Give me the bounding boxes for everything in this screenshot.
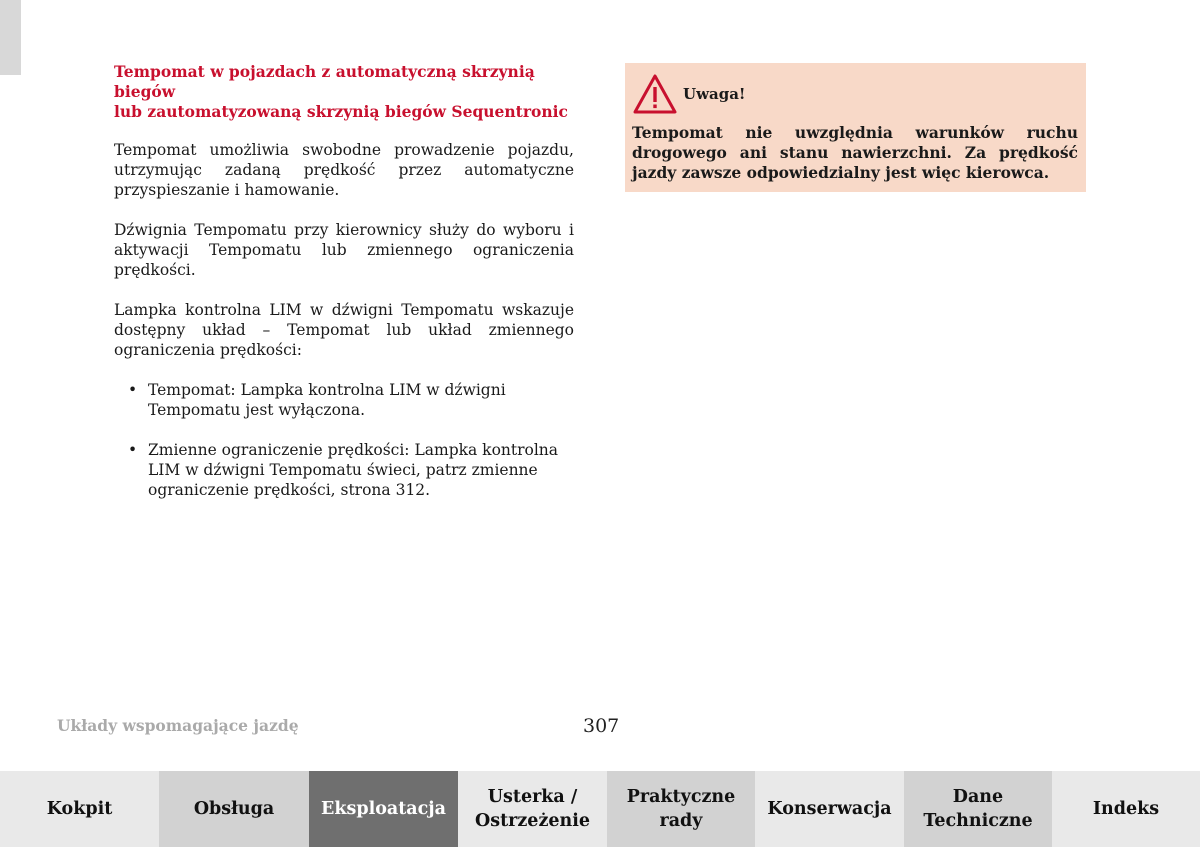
bullet-text: Zmienne ograniczenie prędkości: Lampka kontrolna LIM w dźwigni Tempomatu świeci, patrz zmienne ograniczenie prędkości, strona 312.	[148, 441, 559, 499]
warning-text: Tempomat nie uwzględnia warunków ruchu drogowego ani stanu nawierzchni. Za prędkość jazdy zawsze odpowiedzialny jest więc kierowca.	[632, 123, 1078, 182]
nav-tab-praktyczne-rady[interactable]: Praktyczne rady	[607, 771, 755, 847]
main-text-column	[114, 62, 574, 520]
bullet-text: Tempomat: Lampka kontrolna LIM w dźwigni Tempomatu jest wyłączona.	[148, 381, 506, 419]
nav-tab-obsluga[interactable]: Obsługa	[159, 771, 309, 847]
bullet-dot: •	[128, 381, 138, 399]
list-item	[114, 380, 574, 420]
nav-tab-eksploatacja[interactable]: Eksploatacja	[309, 771, 458, 847]
section-heading-line2: lub zautomatyzowaną skrzynią biegów Sequentronic	[114, 102, 568, 121]
nav-tab-konserwacja[interactable]: Konserwacja	[755, 771, 904, 847]
list-item	[114, 440, 574, 500]
page-number: 307	[583, 715, 620, 737]
nav-tab-indeks[interactable]: Indeks	[1052, 771, 1200, 847]
section-heading	[114, 62, 574, 122]
page-edge-tab	[0, 0, 21, 75]
indicator-paragraph: Lampka kontrolna LIM w dźwigni Tempomatu wskazuje dostępny układ – Tempomat lub układ zmiennego ograniczenia prędkości:	[114, 301, 574, 359]
intro-paragraph: Tempomat umożliwia swobodne prowadzenie pojazdu, utrzymując zadaną prędkość przez automatyczne przyspieszanie i hamowanie.	[114, 141, 574, 199]
warning-triangle-icon	[632, 73, 678, 115]
warning-header	[632, 73, 1078, 115]
nav-tab-dane-techniczne[interactable]: Dane Techniczne	[904, 771, 1052, 847]
chapter-title: Układy wspomagające jazdę	[57, 716, 299, 735]
warning-title: Uwaga!	[683, 85, 746, 103]
chapter-nav-bar	[0, 771, 1200, 847]
lever-paragraph: Dźwignia Tempomatu przy kierownicy służy do wyboru i aktywacji Tempomatu lub zmiennego ograniczenia prędkości.	[114, 221, 574, 279]
bullet-dot: •	[128, 441, 138, 459]
warning-box	[625, 63, 1086, 192]
bullet-list	[114, 380, 574, 500]
section-heading-line1: Tempomat w pojazdach z automatyczną skrzynią biegów	[114, 62, 535, 101]
nav-tab-usterka-ostrzezenie[interactable]: Usterka / Ostrzeżenie	[458, 771, 607, 847]
nav-tab-kokpit[interactable]: Kokpit	[0, 771, 159, 847]
